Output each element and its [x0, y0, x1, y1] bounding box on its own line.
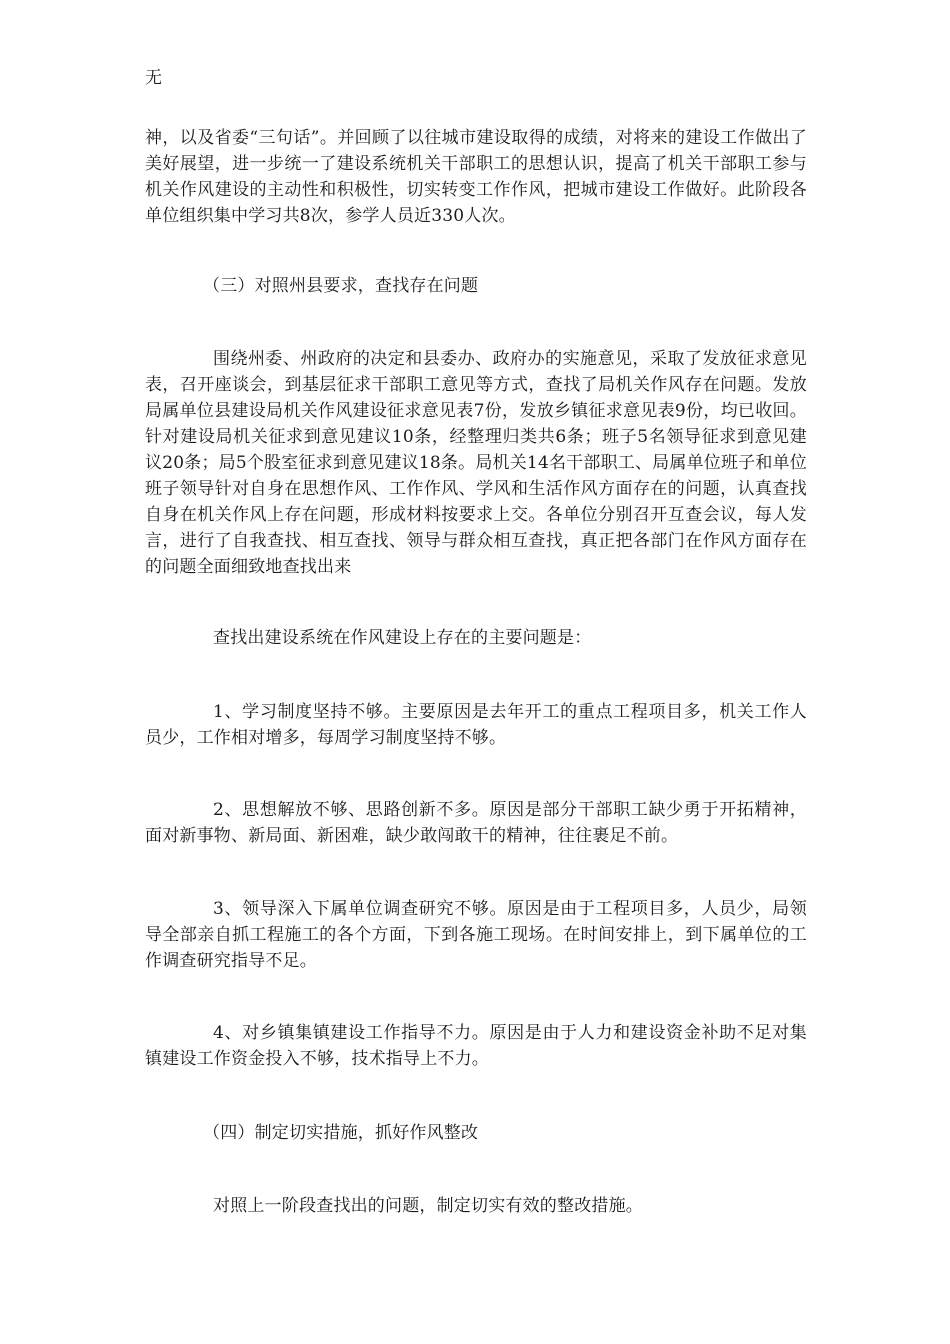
section-heading-three: （三）对照州县要求，查找存在问题: [203, 276, 479, 296]
problem-item-1: 1、学习制度坚持不够。主要原因是去年开工的重点工程项目多，机关工作人员少，工作相对增多，每周学习制度坚持不够。: [145, 702, 807, 748]
paragraph-study-summary: 神，以及省委“三句话”。并回顾了以往城市建设取得的成绩，对将来的建设工作做出了美好展望，进一步统一了建设系统机关干部职工的思想认识，提高了机关干部职工参与机关作风建设的主动性和积极性，切实转变工作作风，把城市建设工作做好。此阶段各单位组织集中学习共8次，参学人员近330人次。: [145, 128, 807, 226]
paragraph-rectification: 对照上一阶段查找出的问题，制定切实有效的整改措施。: [213, 1196, 643, 1216]
paragraph-main-problems-intro: 查找出建设系统在作风建设上存在的主要问题是：: [213, 628, 592, 648]
paragraph-problem-search: 围绕州委、州政府的决定和县委办、政府办的实施意见，采取了发放征求意见表，召开座谈会，到基层征求干部职工意见等方式，查找了局机关作风存在问题。发放局属单位县建设局机关作风建设征求意见表7份，发放乡镇征求意见表9份，均已收回。针对建设局机关征求到意见建议10条，经整理归类共6条；班子5名领导征求到意见建议20条；局5个股室征求到意见建议18条。局机关14名干部职工、局属单位班子和单位班子领导针对自身在思想作风、工作作风、学风和生活作风方面存在的问题，认真查找自身在机关作风上存在问题，形成材料按要求上交。各单位分别召开互查会议，每人发言，进行了自我查找、相互查找、领导与群众相互查找，真正把各部门在作风方面存在的问题全面细致地查找出来: [145, 349, 807, 577]
page-header: 无: [145, 68, 162, 88]
section-heading-four: （四）制定切实措施，抓好作风整改: [203, 1123, 479, 1143]
problem-item-4: 4、对乡镇集镇建设工作指导不力。原因是由于人力和建设资金补助不足对集镇建设工作资金投入不够，技术指导上不力。: [145, 1023, 807, 1069]
problem-item-2: 2、思想解放不够、思路创新不多。原因是部分干部职工缺少勇于开拓精神，面对新事物、新局面、新困难，缺少敢闯敢干的精神，往往裹足不前。: [145, 800, 807, 846]
problem-item-3: 3、领导深入下属单位调查研究不够。原因是由于工程项目多，人员少，局领导全部亲自抓工程施工的各个方面，下到各施工现场。在时间安排上，到下属单位的工作调查研究指导不足。: [145, 899, 807, 971]
